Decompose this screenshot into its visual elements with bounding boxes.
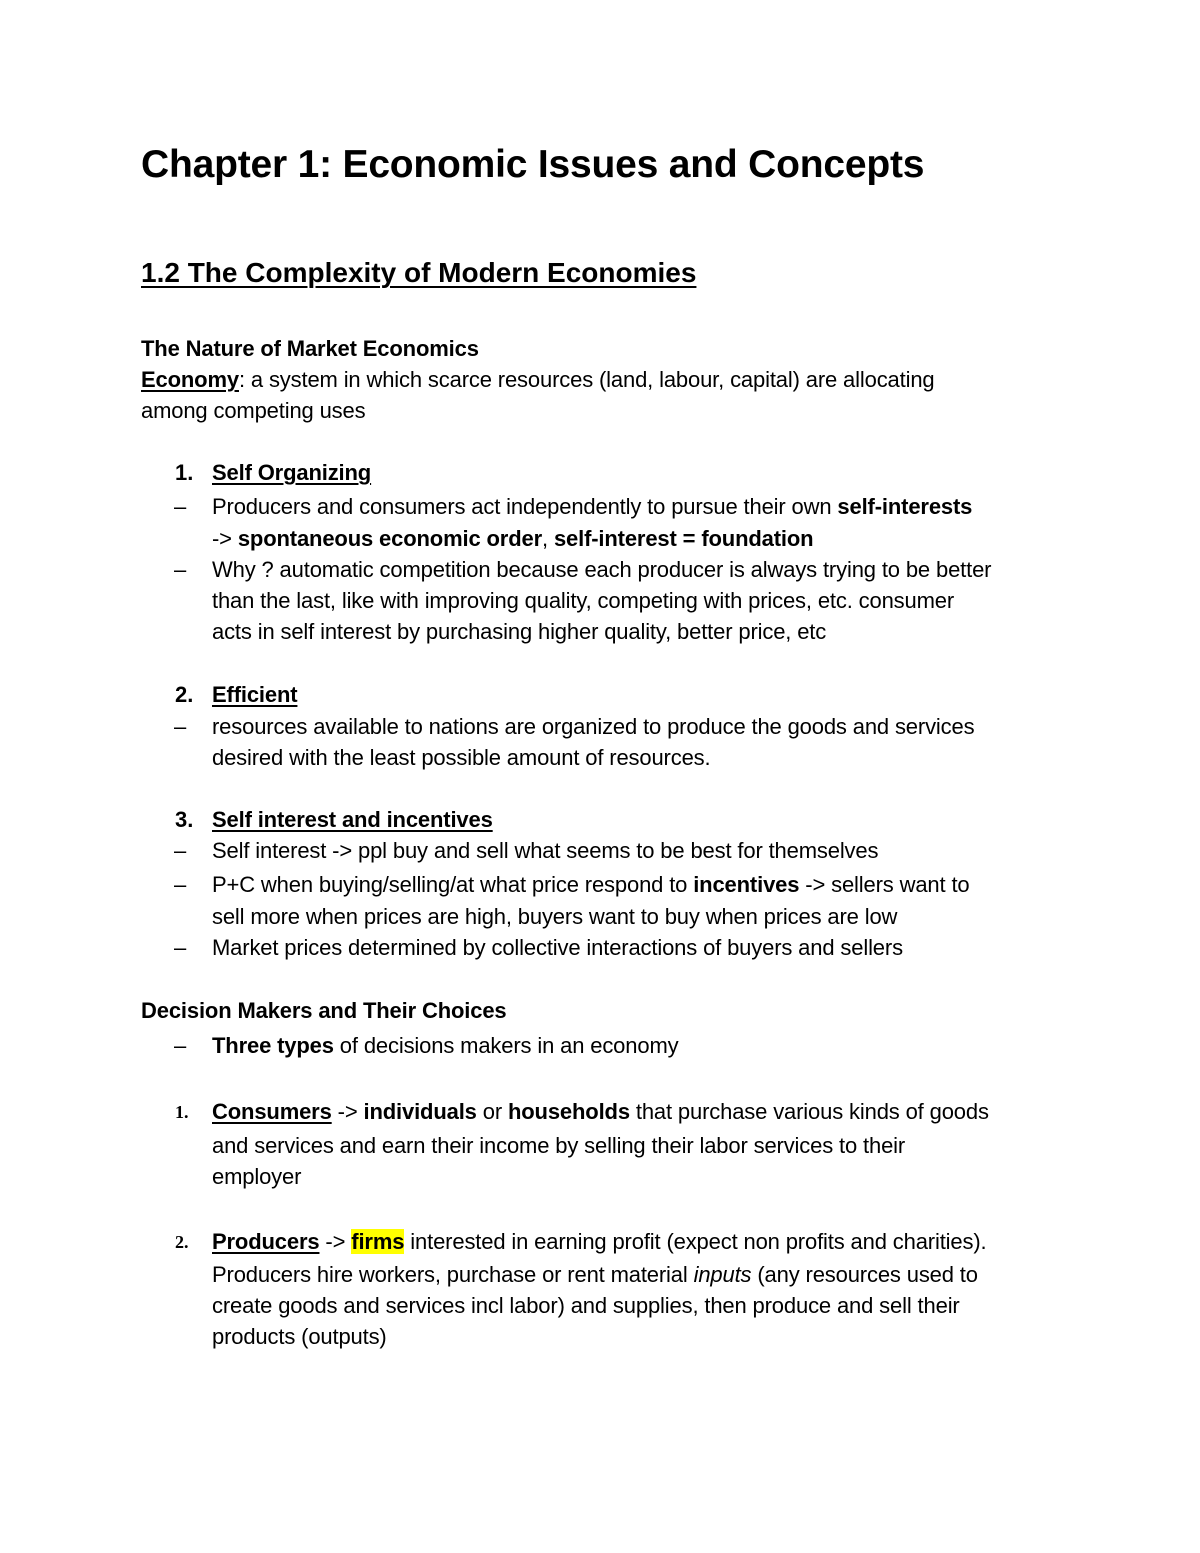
list-number: 2. — [175, 682, 194, 707]
self-interest-heading: Self interest and incentives — [212, 807, 493, 832]
producers-line-1: Producers -> firms interested in earning profit (expect non profits and charities). — [212, 1229, 987, 1254]
decision-makers-heading: Decision Makers and Their Choices — [141, 998, 507, 1023]
efficient-heading: Efficient — [212, 682, 298, 707]
bullet-dash: – — [174, 935, 187, 960]
list-item: Self interest -> ppl buy and sell what seems to be best for themselves — [212, 838, 879, 863]
chapter-title: Chapter 1: Economic Issues and Concepts — [141, 143, 925, 186]
list-item: resources available to nations are organized to produce the goods and services — [212, 714, 975, 739]
bullet-dash: – — [174, 557, 187, 582]
bullet-dash: – — [174, 838, 187, 863]
list-item: sell more when prices are high, buyers want to buy when prices are low — [212, 904, 898, 929]
producers-line-4: products (outputs) — [212, 1324, 387, 1349]
section-title: 1.2 The Complexity of Modern Economies — [141, 257, 697, 288]
economy-definition-line-1: Economy: a system in which scarce resources (land, labour, capital) are allocating — [141, 367, 935, 392]
list-item: acts in self interest by purchasing higher quality, better price, etc — [212, 619, 827, 644]
list-number: 1. — [175, 1102, 189, 1122]
list-item: Market prices determined by collective interactions of buyers and sellers — [212, 935, 903, 960]
economy-definition-line-2: among competing uses — [141, 398, 366, 423]
consumers-line-3: employer — [212, 1164, 302, 1189]
firms-highlight: firms — [351, 1229, 405, 1254]
self-organizing-heading: Self Organizing — [212, 460, 372, 485]
economy-term: Economy — [141, 367, 239, 392]
list-item: Producers and consumers act independently to pursue their own self-interests — [212, 494, 973, 519]
bullet-dash: – — [174, 494, 187, 519]
list-item: than the last, like with improving quality, competing with prices, etc. consumer — [212, 588, 955, 613]
list-item: Three types of decisions makers in an economy — [212, 1033, 679, 1058]
list-item: -> spontaneous economic order, self-interest = foundation — [212, 526, 814, 551]
nature-heading: The Nature of Market Economics — [141, 336, 479, 361]
bullet-dash: – — [174, 714, 187, 739]
list-number: 2. — [175, 1232, 189, 1252]
list-item: Why ? automatic competition because each producer is always trying to be better — [212, 557, 992, 582]
consumers-line-2: and services and earn their income by selling their labor services to their — [212, 1133, 906, 1158]
consumers-term: Consumers — [212, 1099, 332, 1124]
list-number: 3. — [175, 807, 194, 832]
bullet-dash: – — [174, 1033, 187, 1058]
producers-line-3: create goods and services incl labor) and supplies, then produce and sell their — [212, 1293, 960, 1318]
producers-term: Producers — [212, 1229, 320, 1254]
producers-line-2: Producers hire workers, purchase or rent material inputs (any resources used to — [212, 1262, 978, 1287]
list-item: P+C when buying/selling/at what price respond to incentives -> sellers want to — [212, 872, 970, 897]
consumers-line-1: Consumers -> individuals or households that purchase various kinds of goods — [212, 1099, 989, 1124]
bullet-dash: – — [174, 872, 187, 897]
list-item: desired with the least possible amount of resources. — [212, 745, 711, 770]
list-number: 1. — [175, 460, 194, 485]
